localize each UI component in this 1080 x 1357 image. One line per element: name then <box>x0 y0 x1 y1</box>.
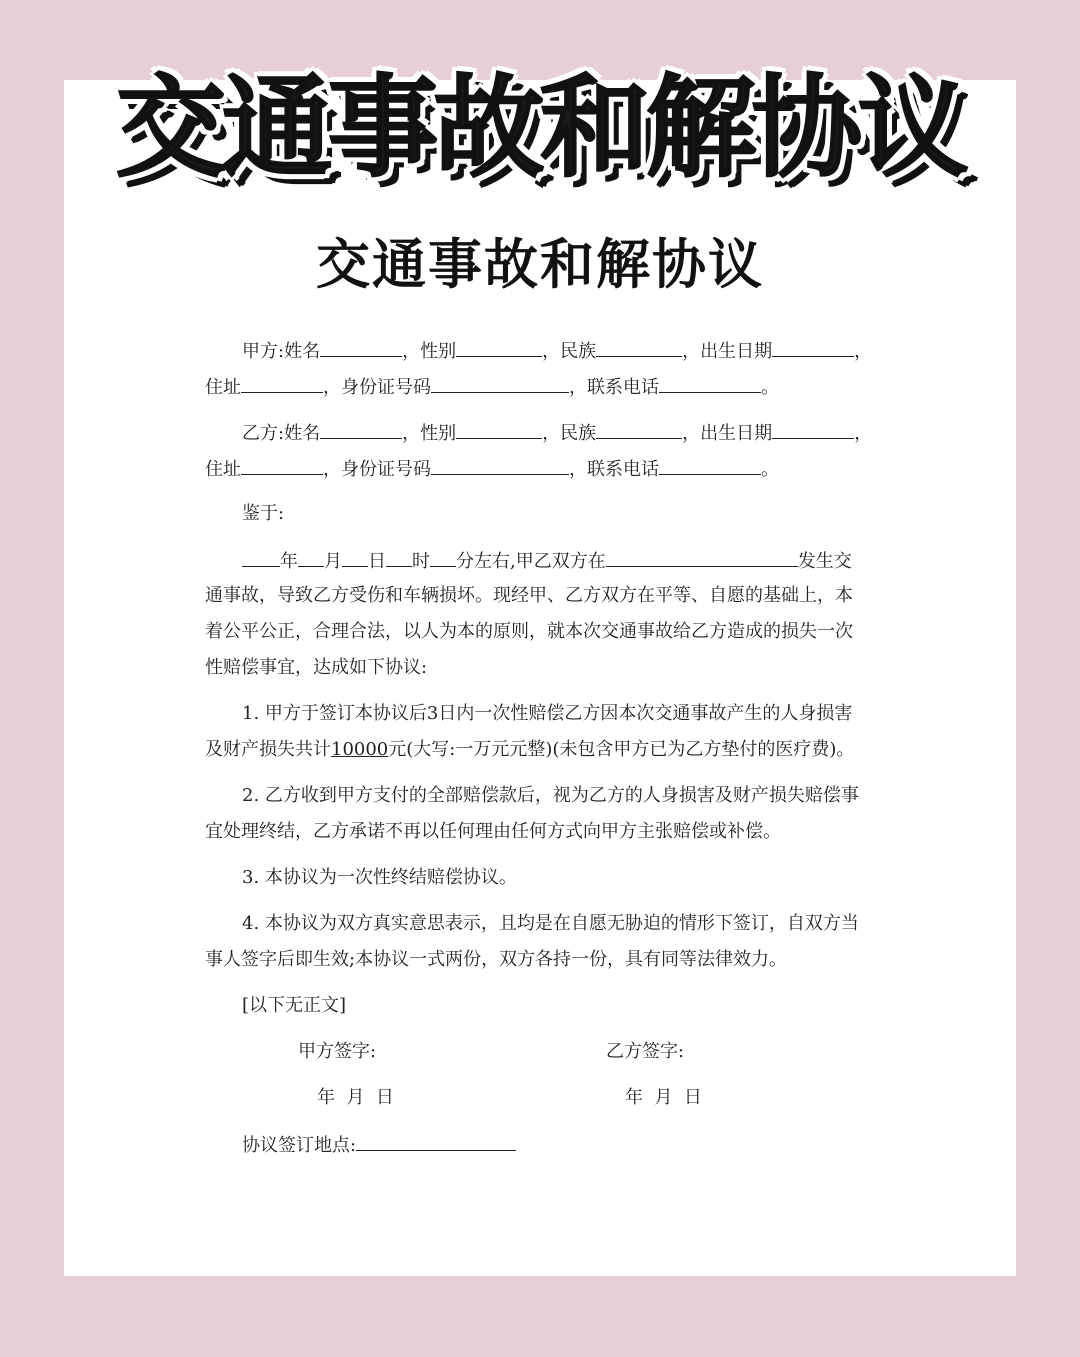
party-b-line-2: 住址 ，身份证号码 ，联系电话 。 <box>205 456 779 482</box>
party-b-ethnicity-field[interactable] <box>596 420 682 439</box>
party-b-phone-field[interactable] <box>659 456 761 475</box>
party-b-name-label: 姓名 <box>284 423 321 444</box>
party-a-label: 甲方: <box>242 341 285 362</box>
accident-year-label: 年 <box>280 551 298 572</box>
party-b-phone-label: 联系电话 <box>587 459 659 480</box>
accident-date-line <box>242 548 852 574</box>
accident-minute-field[interactable] <box>430 548 456 567</box>
accident-day-field[interactable] <box>342 548 368 567</box>
document-title: 交通事故和解协议 <box>316 233 764 296</box>
party-a-ethnicity-label: 民族 <box>560 341 597 362</box>
preamble-line-3: 性赔偿事宜，达成如下协议: <box>205 657 428 678</box>
accident-month-field[interactable] <box>298 548 324 567</box>
accident-line-end: 发生交 <box>797 551 852 572</box>
party-a-ethnicity-field[interactable] <box>596 338 682 357</box>
party-a-phone-field[interactable] <box>659 374 761 393</box>
clause-4-line-2: 事人签字后即生效;本协议一式两份，双方各持一份，具有同等法律效力。 <box>205 949 788 970</box>
party-a-name-label: 姓名 <box>284 341 321 362</box>
clause-2-line-2: 宜处理终结，乙方承诺不再以任何理由任何方式向甲方主张赔偿或补偿。 <box>205 821 781 842</box>
party-b-id-label: 身份证号码 <box>341 459 431 480</box>
party-a-birth-field[interactable] <box>772 338 854 357</box>
compensation-amount: 10000 <box>331 739 389 760</box>
party-a-phone-label: 联系电话 <box>587 377 659 398</box>
party-a-id-field[interactable] <box>431 374 569 393</box>
party-b-line-1: 乙方:姓名 ，性别 ，民族 ，出生日期 ， <box>242 420 872 446</box>
clause-1-line-2 <box>205 738 854 762</box>
banner-title: 交通事故和解协议 <box>116 64 964 192</box>
party-b-label: 乙方: <box>242 423 285 444</box>
signing-location-label: 协议签订地点: <box>242 1135 357 1156</box>
preamble-line-1: 通事故，导致乙方受伤和车辆损坏。现经甲、乙方双方在平等、自愿的基础上，本 <box>205 585 853 606</box>
party-b-address-label: 住址 <box>205 459 241 480</box>
party-a-line-2: 住址 ，身份证号码 ，联系电话 。 <box>205 374 779 400</box>
party-a-name-field[interactable] <box>320 338 402 357</box>
party-a-id-label: 身份证号码 <box>341 377 431 398</box>
party-b-signature-label: 乙方签字: <box>606 1041 685 1062</box>
party-a-address-field[interactable] <box>241 374 323 393</box>
whereas-label: 鉴于: <box>242 503 285 524</box>
party-a-address-label: 住址 <box>205 377 241 398</box>
party-b-birth-label: 出生日期 <box>700 423 773 444</box>
clause-1-after: 元(大写:一万元元整)(未包含甲方已为乙方垫付的医疗费)。 <box>388 739 855 760</box>
party-a-sign-date: 年 月 日 <box>317 1087 394 1108</box>
party-a-gender-field[interactable] <box>456 338 542 357</box>
clause-3-line: 3. 本协议为一次性终结赔偿协议。 <box>242 867 517 888</box>
accident-year-field[interactable] <box>242 548 280 567</box>
party-b-address-field[interactable] <box>241 456 323 475</box>
party-a-line-1: 甲方:姓名 ，性别 ，民族 ，出生日期 ， <box>242 338 872 364</box>
no-more-text-note: [以下无正文] <box>242 995 347 1016</box>
accident-minute-label: 分左右,甲乙双方在 <box>456 551 606 572</box>
signing-location-line <box>242 1132 516 1158</box>
accident-day-label: 日 <box>368 551 386 572</box>
accident-hour-field[interactable] <box>386 548 412 567</box>
clause-2-line-1: 2. 乙方收到甲方支付的全部赔偿款后，视为乙方的人身损害及财产损失赔偿事 <box>242 785 859 806</box>
signing-location-field[interactable] <box>356 1132 516 1151</box>
clause-1-line-1: 1. 甲方于签订本协议后3日内一次性赔偿乙方因本次交通事故产生的人身损害 <box>242 703 853 724</box>
party-b-gender-field[interactable] <box>456 420 542 439</box>
party-b-ethnicity-label: 民族 <box>560 423 597 444</box>
party-b-gender-label: 性别 <box>420 423 457 444</box>
party-b-id-field[interactable] <box>431 456 569 475</box>
party-a-signature-label: 甲方签字: <box>298 1041 377 1062</box>
preamble-line-2: 着公平公正，合理合法，以人为本的原则，就本次交通事故给乙方造成的损失一次 <box>205 621 853 642</box>
party-b-birth-field[interactable] <box>772 420 854 439</box>
party-a-birth-label: 出生日期 <box>700 341 773 362</box>
accident-hour-label: 时 <box>412 551 430 572</box>
accident-place-field[interactable] <box>606 548 798 567</box>
clause-1-before: 及财产损失共计 <box>205 739 331 760</box>
accident-month-label: 月 <box>324 551 342 572</box>
party-a-gender-label: 性别 <box>420 341 457 362</box>
party-b-sign-date: 年 月 日 <box>625 1087 702 1108</box>
clause-4-line-1: 4. 本协议为双方真实意思表示，且均是在自愿无胁迫的情形下签订，自双方当 <box>242 913 859 934</box>
party-b-name-field[interactable] <box>320 420 402 439</box>
